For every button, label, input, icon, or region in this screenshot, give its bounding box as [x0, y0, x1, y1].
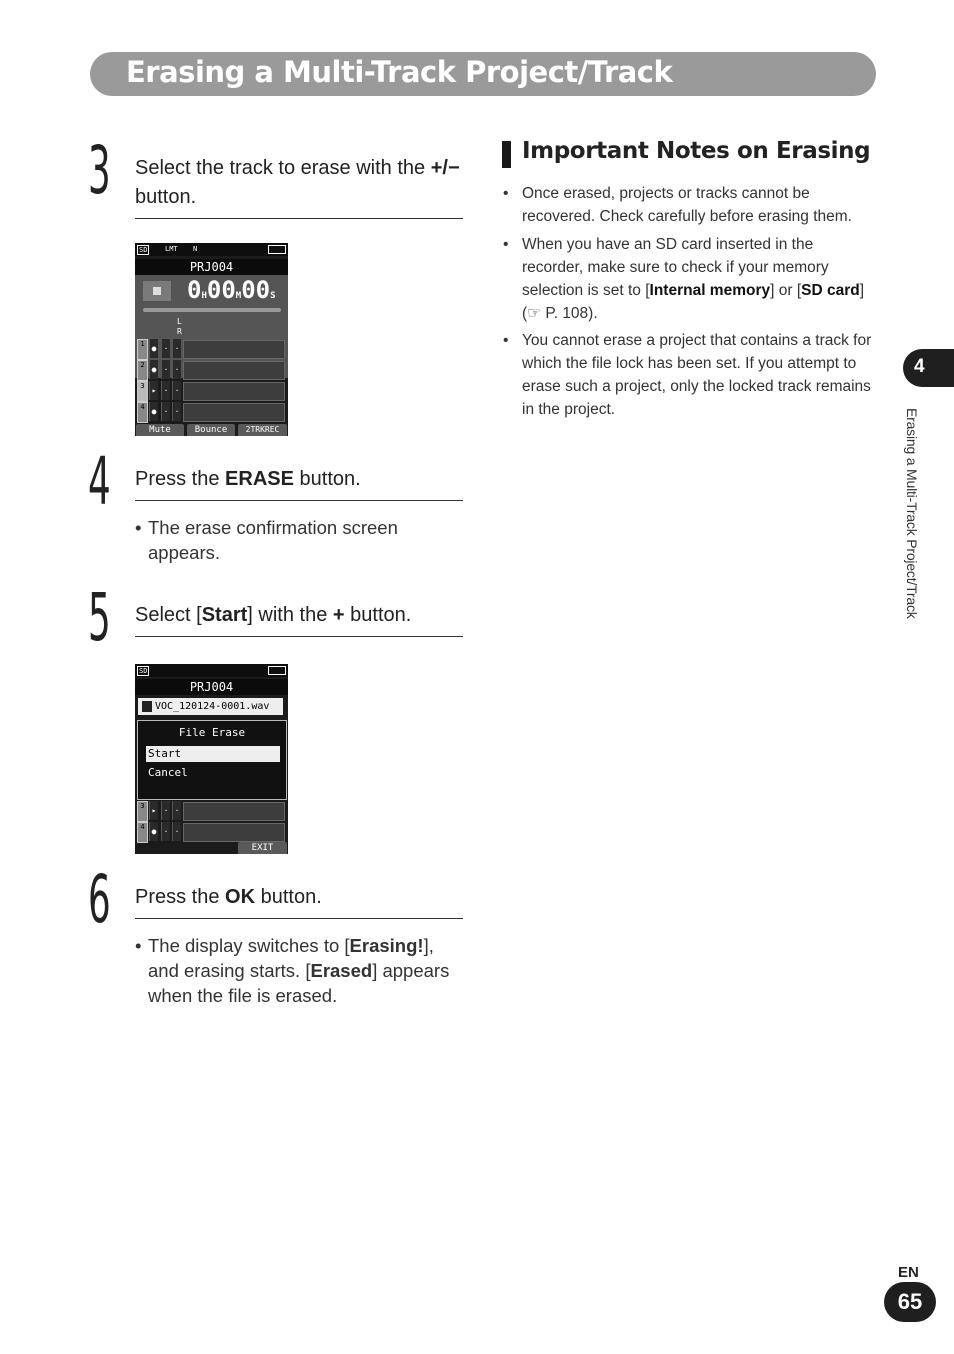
page-title: Erasing a Multi-Track Project/Track	[126, 55, 673, 89]
softkey-bar	[135, 842, 288, 854]
stop-icon	[143, 281, 171, 301]
note-item: • Once erased, projects or tracks cannot be recovered. Check carefully before erasing them.	[503, 185, 852, 225]
step-6-number: 6	[88, 861, 111, 938]
status-bar: SD LMT N	[135, 243, 288, 256]
heading-marker	[502, 141, 511, 168]
track-row: 2 ● · ·	[137, 360, 285, 379]
dialog-title: File Erase	[178, 726, 246, 739]
step-6-title: Press the OK button.	[135, 883, 463, 919]
track-row: 4 ● · ·	[137, 822, 285, 841]
track-row: 4 ● · ·	[137, 402, 285, 421]
step-5-title: Select [Start] with the + button.	[135, 601, 463, 637]
project-name: PRJ004	[135, 259, 288, 275]
battery-icon	[268, 245, 286, 254]
step-4-title: Press the ERASE button.	[135, 465, 463, 501]
status-bar: SD	[135, 664, 288, 677]
step-5-number: 5	[88, 579, 111, 656]
option-cancel[interactable]: Cancel	[148, 766, 188, 779]
note-item: • You cannot erase a project that contains a track for which the file lock has been set. If you attempt to erase such a project, only the locked track remains in the project.	[503, 332, 872, 418]
progress-bar	[143, 308, 281, 312]
side-section-label: Erasing a Multi-Track Project/Track	[904, 408, 920, 619]
step-4-note: • The erase confirmation screen appears.	[135, 517, 398, 563]
file-name: VOC_120124-0001.wav	[138, 698, 283, 715]
chapter-tab: 4	[903, 349, 954, 387]
softkey-2trkrec: 2TRKREC	[238, 424, 287, 436]
time-counter: 0H00M00S	[187, 276, 276, 304]
softkey-exit: EXIT	[238, 842, 287, 854]
softkey-bar	[135, 424, 288, 436]
track-row: 3 ▸ · ·	[137, 801, 285, 820]
option-start[interactable]: Start	[146, 746, 280, 762]
track-row: 1 ● · ·	[137, 339, 285, 358]
step-3-number: 3	[88, 132, 111, 209]
title-banner	[90, 52, 876, 96]
level-meter-labels: L R	[177, 317, 182, 336]
battery-icon	[268, 666, 286, 675]
language-label: EN	[898, 1264, 919, 1281]
track-row-selected: 3 ▸ · ·	[137, 381, 285, 400]
project-name: PRJ004	[135, 679, 288, 695]
recorder-screen-erase-dialog	[135, 664, 288, 854]
step-3-title: Select the track to erase with the +/− button.	[135, 154, 463, 219]
note-item: • When you have an SD card inserted in the recorder, make sure to check if your memory selection is set to [Internal memory] or [SD card] (☞ P. 108).	[503, 236, 865, 322]
page-number: 65	[884, 1282, 936, 1322]
step-6-note: • The display switches to [Erasing!], and erasing starts. [Erased] appears when the file is erased.	[135, 935, 450, 1006]
softkey-bounce: Bounce	[187, 424, 235, 436]
file-erase-dialog	[137, 720, 287, 800]
step-4-number: 4	[88, 443, 111, 520]
recorder-screen-tracks	[135, 243, 288, 436]
softkey-mute: Mute	[136, 424, 184, 436]
